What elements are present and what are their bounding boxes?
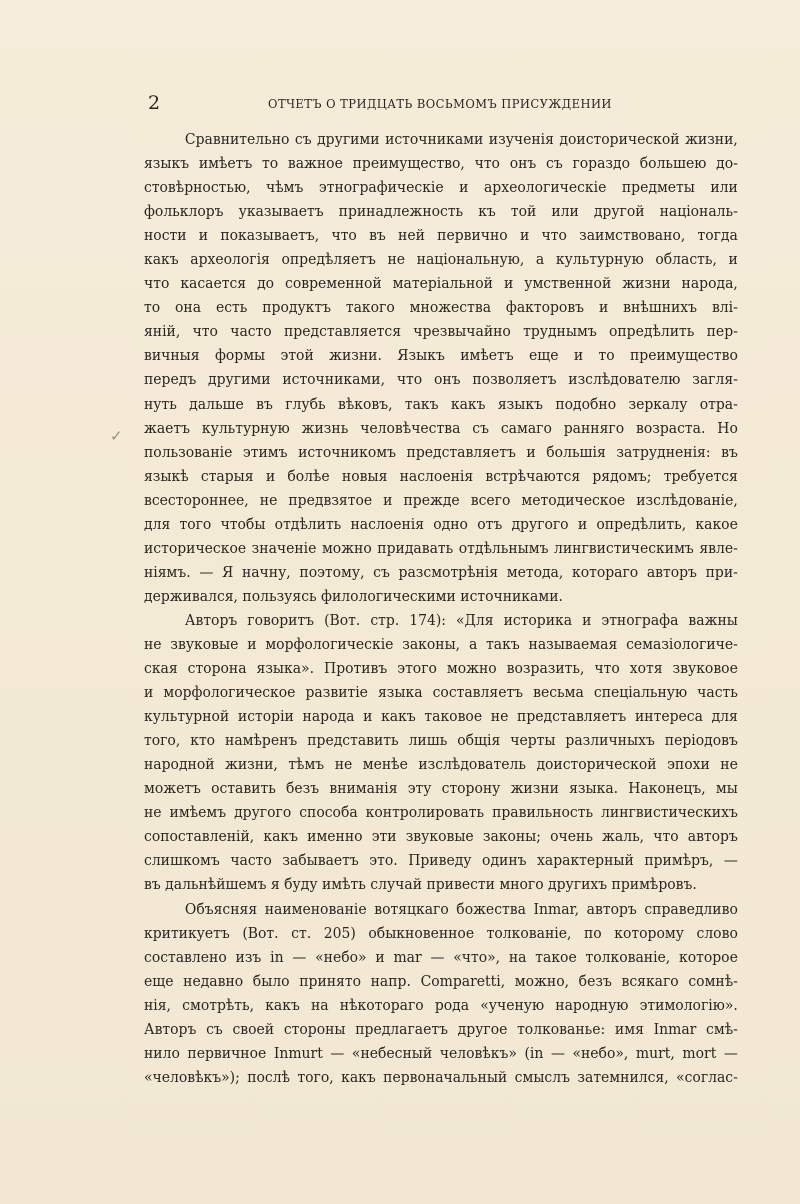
text-line: слишкомъ часто забываетъ это. Приведу одинъ характерный примѣръ, —: [144, 851, 738, 870]
text-line: стовѣрностью, чѣмъ этнографическіе и археологическіе предметы или: [144, 178, 738, 197]
text-line: то она есть продуктъ такого множества факторовъ и внѣшнихъ влі-: [144, 298, 738, 317]
text-line: жаетъ культурную жизнь человѣчества съ самаго ранняго возраста. Но: [144, 418, 738, 437]
text-line: «человѣкъ»); послѣ того, какъ первоначальный смыслъ затемнился, «соглас-: [144, 1067, 738, 1086]
text-line: нило первичное Inmurt — «небесный человѣкъ» (in — «небо», murt, mort —: [144, 1043, 738, 1062]
text-line: что касается до современной матеріальной и умственной жизни народа,: [144, 274, 738, 293]
text-line: еще недавно было принято напр. Comparetti, можно, безъ всякаго сомнѣ-: [144, 971, 738, 990]
body-text: [144, 127, 738, 1089]
text-line: вичныя формы этой жизни. Языкъ имѣетъ еще и то преимущество: [144, 346, 738, 365]
text-line: ніямъ. — Я начну, поэтому, съ разсмотрѣнія метода, котораго авторъ при-: [144, 562, 738, 581]
text-line: Авторъ съ своей стороны предлагаетъ другое толкованье: имя Inmar смѣ-: [144, 1019, 738, 1038]
text-line: нуть дальше въ глубь вѣковъ, такъ какъ языкъ подобно зеркалу отра-: [144, 394, 738, 413]
text-line: держивался, пользуясь филологическими источниками.: [144, 586, 563, 605]
page-header: [142, 92, 738, 116]
text-line: какъ археологія опредѣляетъ не національную, а культурную область, и: [144, 250, 738, 269]
text-line: можетъ оставить безъ вниманія эту сторону жизни языка. Наконецъ, мы: [144, 779, 738, 798]
text-line: языкѣ старыя и болѣе новыя наслоенія встрѣчаются рядомъ; требуется: [144, 466, 738, 485]
text-line: нія, смотрѣть, какъ на нѣкотораго рода «ученую народную этимологію».: [144, 995, 738, 1014]
text-line: фольклоръ указываетъ принадлежность къ той или другой національ-: [144, 202, 738, 221]
text-line: составлено изъ in — «небо» и mar — «что», на такое толкованіе, которое: [144, 947, 738, 966]
text-line: не имѣемъ другого способа контролировать правильность лингвистическихъ: [144, 803, 738, 822]
page-number: 2: [148, 92, 161, 114]
text-line: Сравнительно съ другими источниками изученія доисторической жизни,: [184, 130, 738, 148]
text-line: сопоставленій, какъ именно эти звуковые законы; очень жаль, что авторъ: [144, 827, 738, 846]
text-line: Объясняя наименованіе вотяцкаго божества Inmar, авторъ справедливо: [184, 899, 738, 918]
text-line: критикуетъ (Вот. ст. 205) обыкновенное толкованіе, по которому слово: [144, 923, 738, 942]
text-line: передъ другими источниками, что онъ позволяетъ изслѣдователю загля-: [144, 370, 738, 389]
text-line: культурной исторіи народа и какъ таковое не представляетъ интереса для: [144, 707, 738, 726]
text-line: Авторъ говоритъ (Вот. стр. 174): «Для историка и этнографа важны: [184, 610, 738, 629]
text-line: языкъ имѣетъ то важное преимущество, что онъ съ гораздо большею до-: [144, 154, 738, 173]
text-line: въ дальнѣйшемъ я буду имѣть случай привести много другихъ примѣровъ.: [144, 875, 697, 894]
text-line: историческое значеніе можно придавать отдѣльнымъ лингвистическимъ явле-: [144, 538, 738, 557]
text-line: ности и показываетъ, что въ ней первично и что заимствовано, тогда: [144, 226, 738, 245]
text-line: и морфологическое развитіе языка составляетъ весьма спеціальную часть: [144, 683, 738, 702]
text-line: того, кто намѣренъ представить лишь общія черты различныхъ періодовъ: [144, 731, 738, 750]
text-line: всестороннее, не предвзятое и прежде всего методическое изслѣдованіе,: [144, 490, 738, 509]
text-line: народной жизни, тѣмъ не менѣе изслѣдователь доисторической эпохи не: [144, 755, 738, 774]
margin-check-mark: ✓: [110, 427, 123, 445]
text-line: ская сторона языка». Противъ этого можно возразить, что хотя звуковое: [144, 659, 738, 678]
text-line: яній, что часто представляется чрезвычайно труднымъ опредѣлить пер-: [144, 322, 738, 341]
running-title: ОТЧЕТЪ О ТРИДЦАТЬ ВОСЬМОМЪ ПРИСУЖДЕНИИ: [268, 96, 612, 111]
text-line: не звуковые и морфологическіе законы, а такъ называемая семазіологиче-: [144, 634, 738, 653]
text-line: для того чтобы отдѣлить наслоенія одно отъ другого и опредѣлить, какое: [144, 514, 738, 533]
text-line: пользованіе этимъ источникомъ представляетъ и большія затрудненія: въ: [144, 442, 738, 461]
